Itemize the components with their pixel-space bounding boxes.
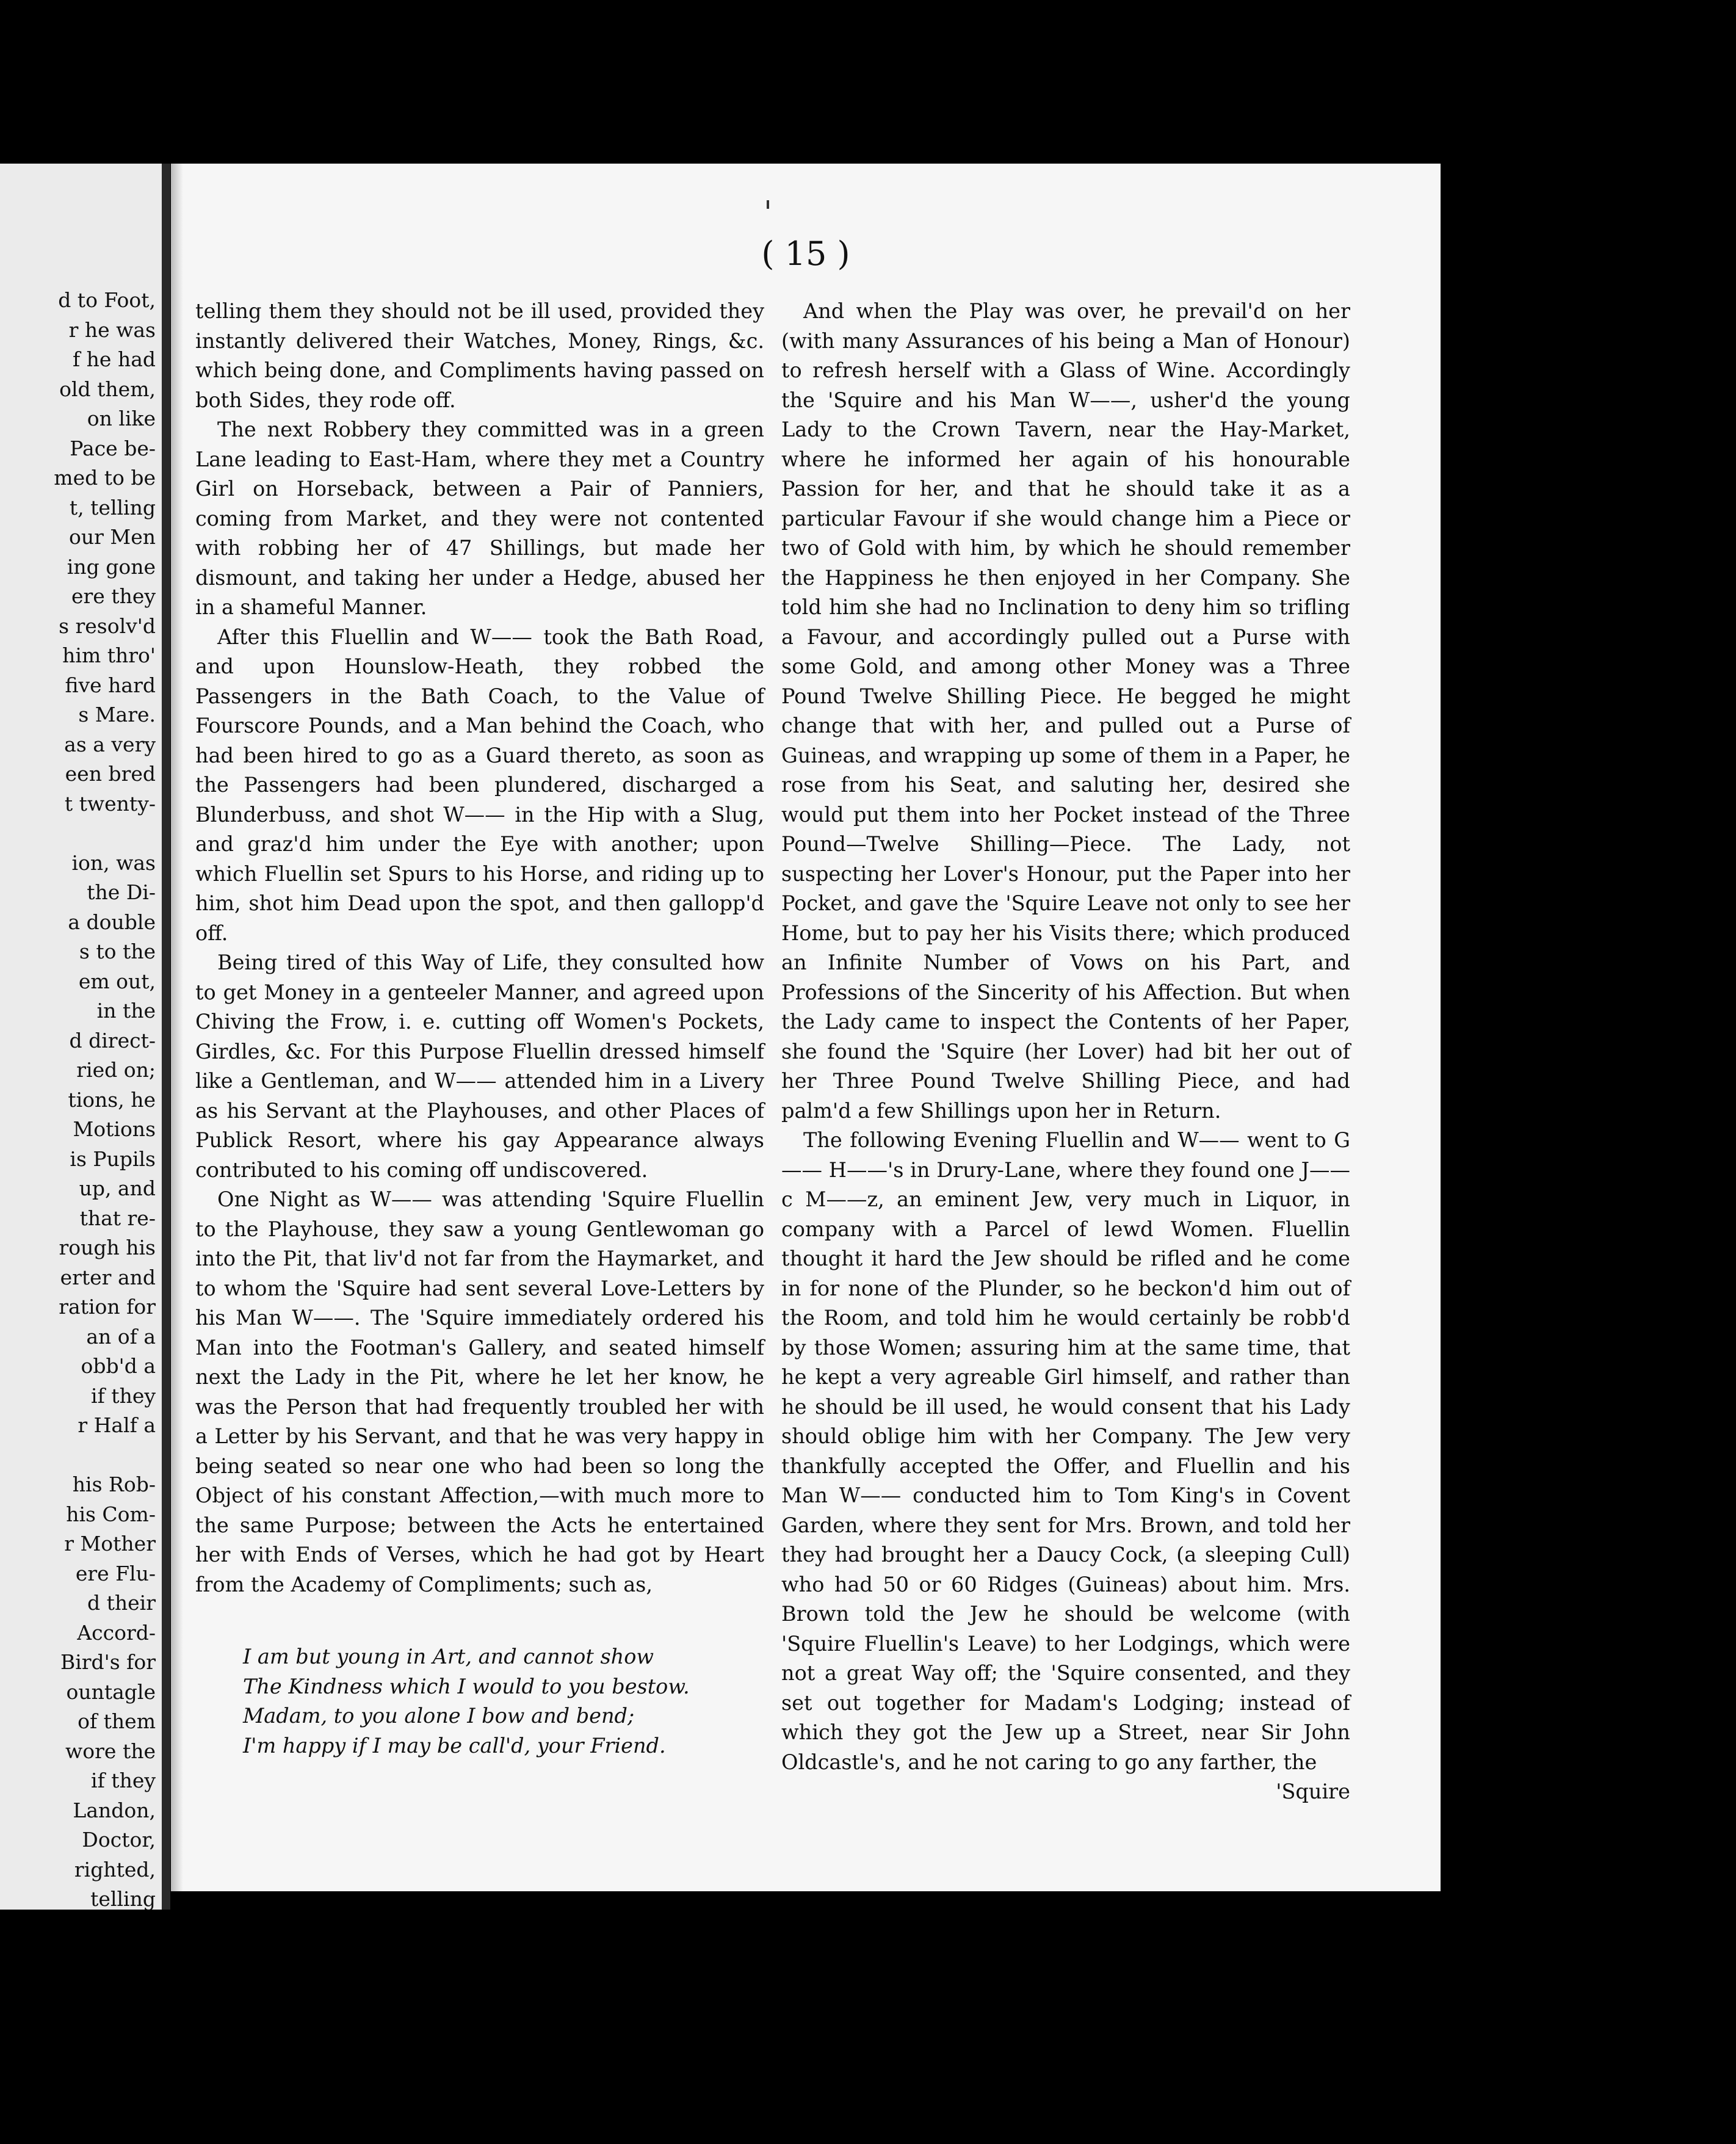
facing-page-line: d their xyxy=(87,1591,156,1615)
facing-page-line: em out, xyxy=(78,969,156,993)
facing-page-line: ountagle xyxy=(66,1679,156,1704)
facing-page-line: med to be xyxy=(54,466,156,490)
facing-page-line: ration for xyxy=(59,1295,156,1319)
facing-page-line: r he was xyxy=(68,317,156,342)
facing-page-line: of them xyxy=(78,1709,156,1733)
facing-page-line: rough his xyxy=(59,1236,156,1259)
facing-page-line: t, telling xyxy=(69,495,156,520)
facing-page-line: wore the xyxy=(65,1739,156,1763)
facing-page-line: tions, he xyxy=(68,1087,156,1112)
paragraph: telling them they should not be ill used, provided they instantly delivered their Watches, Money, Rings, &c. which being done, and Compliments having passed on both Sides, they rode off. xyxy=(195,299,764,412)
facing-page-line: Accord- xyxy=(77,1620,156,1645)
facing-page-line: s to the xyxy=(79,940,156,963)
facing-page-line: f he had xyxy=(72,347,156,371)
facing-page-line: his Rob- xyxy=(72,1472,156,1496)
facing-page-line: s resolv'd xyxy=(59,614,156,638)
facing-page-line: telling xyxy=(90,1887,156,1910)
paragraph: One Night as W—— was attending 'Squire Fluellin to the Playhouse, they saw a young Gentlewoman go into the Pit, that liv'd not far from the Haymarket, and to whom the 'Squire had sent several Love-Letters by his Man W——. The 'Squire immediately ordered his Man into the Footman's Gallery, and seated himself next the Lady in the Pit, where he let her know, he was the Person that had frequently troubled her with a Letter by his Servant, and that he was very happy in being seated so near one who had been so long the Object of his constant Affection,—with much more to the same Purpose; between the Acts he entertained her with Ends of Verses, which he had got by Heart from the Academy of Compliments; such as, xyxy=(195,1187,764,1596)
paragraph: Being tired of this Way of Life, they consulted how to get Money in a genteeler Manner, and agreed upon Chiving the Frow, i. e. cutting off Women's Pockets, Girdles, &c. For this Purpose Fluellin dressed himself like a Gentleman, and W—— attended him in a Livery as his Servant at the Playhouses, and other Places of Publick Resort, where his gay Appearance always contributed to his coming off undiscovered. xyxy=(195,951,764,1182)
facing-page-line: r Half a xyxy=(78,1413,156,1437)
facing-page-line: his Com- xyxy=(66,1502,156,1526)
facing-page-line: erter and xyxy=(60,1265,156,1289)
verse-line: The Kindness which I would to you bestow. xyxy=(243,1674,690,1698)
verse-line: I'm happy if I may be call'd, your Friend. xyxy=(243,1733,666,1758)
facing-page-line: the Di- xyxy=(87,880,156,904)
facing-page-line xyxy=(0,819,156,849)
facing-page-line: ion, was xyxy=(71,850,156,875)
verse-line: I am but young in Art, and cannot show xyxy=(243,1645,654,1668)
facing-page-line: obb'd a xyxy=(81,1354,156,1378)
paragraph: And when the Play was over, he prevail'd on her (with many Assurances of his being a Man of Honour) to refresh herself with a Glass of Wine. Accordingly the 'Squire and his Man W——, usher'd the young Lady to the Crown Tavern, near the Hay-Market, where he informed her again of his honourable Passion for her, and that he should take it as a particular Favour if she would change him a Piece or two of Gold with him, by which he should remember the Happiness he then enjoyed in her Company. She told him she had no Inclination to deny him so trifling a Favour, and accordingly pulled out a Purse with some Gold, and among other Money was a Three Pound Twelve Shilling Piece. He begged he might change that with her, and pulled out a Purse of Guineas, and wrapping up some of them in a Paper, he rose from his Seat, and saluting her, desired she would put them into her Pocket instead of the Three Pound—Twelve Shilling—Piece. The Lady, not suspecting her Lover's Honour, put the Paper into her Pocket, and gave the 'Squire Leave not only to see her Home, but to pay her his Visits there; which produced an Infinite Number of Vows on his Part, and Professions of the Sincerity of his Affection. But when the Lady came to inspect the Contents of her Paper, she found the 'Squire (her Lover) had bit her out of her Three Pound Twelve Shilling Piece, and had palm'd a few Shillings upon her in Return. xyxy=(781,299,1350,1123)
facing-page-line: Bird's for xyxy=(60,1650,156,1674)
facing-page-line: up, and xyxy=(79,1176,156,1200)
facing-page-line: Landon, xyxy=(73,1798,156,1822)
facing-page-line: Pace be- xyxy=(70,436,156,460)
printer-mark xyxy=(767,200,769,209)
facing-page-line: t twenty- xyxy=(64,791,156,816)
facing-page-line: een bred xyxy=(65,762,156,786)
verse-line: Madam, to you alone I bow and bend; xyxy=(243,1704,635,1728)
facing-page-line: old them, xyxy=(59,377,156,401)
facing-page-line: if they xyxy=(91,1383,156,1408)
paragraph: After this Fluellin and W—— took the Bath Road, and upon Hounslow-Heath, they robbed the Passengers in the Bath Coach, to the Value of Fourscore Pounds, and a Man behind the Coach, who had been hired to go as a Guard thereto, as soon as the Passengers had been plundered, discharged a Blunderbuss, and shot W—— in the Hip with a Slug, and graz'd him under the Eye with another; upon which Fluellin set Spurs to his Horse, and riding up to him, shot him Dead upon the spot, and then gallopp'd off. xyxy=(195,625,764,945)
facing-page-line: as a very xyxy=(64,732,156,756)
page-number: ( 15 ) xyxy=(761,234,850,273)
facing-page-line: five hard xyxy=(65,673,156,697)
facing-page-line: him thro' xyxy=(62,643,156,667)
facing-page-line: that re- xyxy=(79,1206,156,1230)
facing-page-line: Motions xyxy=(73,1117,156,1141)
facing-page-line: an of a xyxy=(86,1324,156,1349)
gutter-shadow xyxy=(171,164,183,1891)
left-column xyxy=(195,297,764,1761)
facing-page-text xyxy=(0,286,156,1910)
facing-page-line: a double xyxy=(68,910,156,934)
facing-page-line xyxy=(0,1441,156,1471)
facing-page-line: ing gone xyxy=(67,554,156,579)
facing-page-line: s Mare. xyxy=(78,703,156,726)
facing-page-line: if they xyxy=(91,1769,156,1792)
facing-page-line: ere they xyxy=(71,584,156,608)
book-page xyxy=(171,164,1441,1891)
facing-page-line: our Men xyxy=(69,525,156,549)
facing-page-line: on like xyxy=(87,407,156,430)
facing-page-fragment xyxy=(0,164,170,1910)
facing-page-line: is Pupils xyxy=(70,1146,156,1171)
catchword: 'Squire xyxy=(1276,1780,1350,1803)
paragraph: The next Robbery they committed was in a green Lane leading to East-Ham, where they met a Country Girl on Horseback, between a Pair of Panniers, coming from Market, and they were not contented with robbing her of 47 Shillings, but made her dismount, and taking her under a Hedge, abused her in a shameful Manner. xyxy=(195,418,764,619)
facing-page-line: ried on; xyxy=(76,1058,156,1082)
facing-page-line: in the xyxy=(96,999,156,1023)
verse-quotation xyxy=(195,1642,764,1761)
facing-page-line: d direct- xyxy=(69,1028,156,1052)
right-column xyxy=(781,297,1350,1807)
facing-page-line: righted, xyxy=(74,1857,156,1881)
facing-page-line: Doctor, xyxy=(82,1828,156,1852)
facing-page-line: r Mother xyxy=(64,1532,156,1555)
paragraph: The following Evening Fluellin and W—— went to G—— H——'s in Drury-Lane, where they found one J——c M——z, an eminent Jew, very much in Liquor, in company with a Parcel of lewd Women. Fluellin thought it hard the Jew should be rifled and he come in for none of the Plunder, so he beckon'd him out of the Room, and told him he would certainly be robb'd by those Women; assuring him at the same time, that he kept a very agreable Girl himself, and rather than he should be ill used, he would consent that his Lady should oblige him with her Company. The Jew very thankfully accepted the Offer, and Fluellin and his Man W—— conducted him to Tom King's in Covent Garden, where they sent for Mrs. Brown, and told her they had brought her a Daucy Cock, (a sleeping Cull) who had 50 or 60 Ridges (Guineas) about him. Mrs. Brown told the Jew he should be welcome (with 'Squire Fluellin's Leave) to her Lodgings, which were not a great Way off; the 'Squire consented, and they set out together for Madam's Lodging; instead of which they got the Jew up a Street, near Sir John Oldcastle's, and he not caring to go any farther, the xyxy=(781,1128,1350,1774)
facing-page-line: d to Foot, xyxy=(58,288,156,312)
facing-page-line: ere Flu- xyxy=(75,1561,156,1585)
